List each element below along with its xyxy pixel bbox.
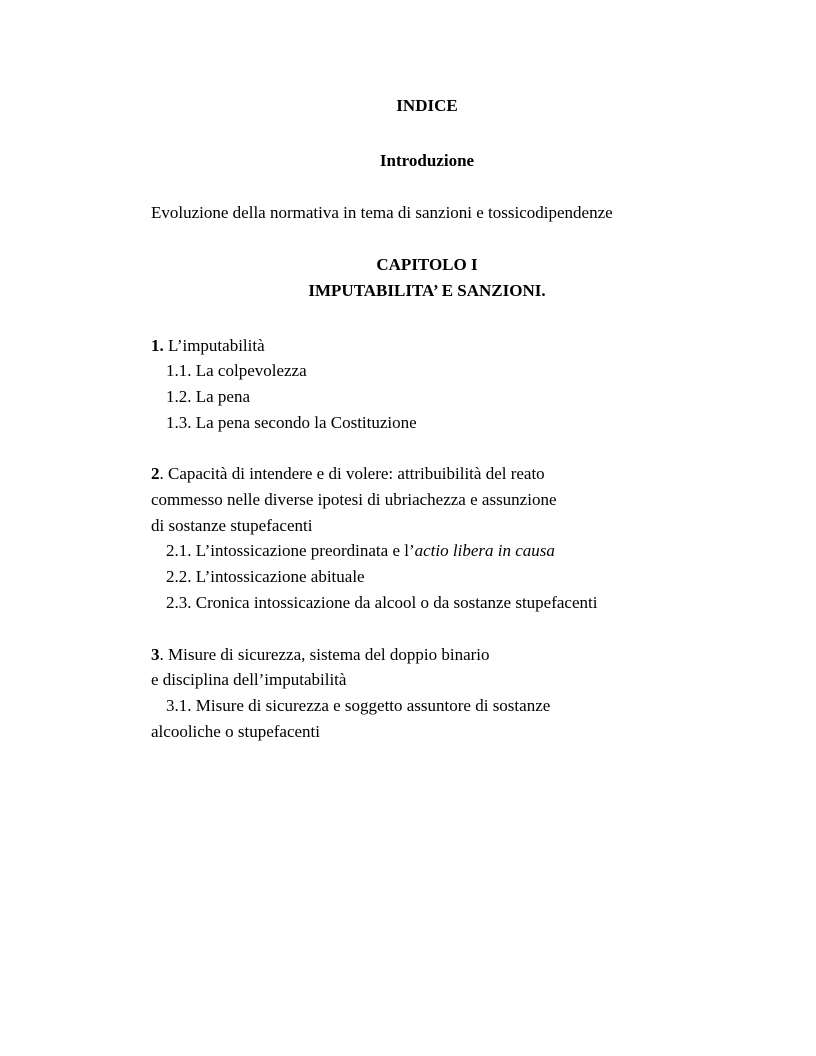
- subsection-1-3: 1.3. La pena secondo la Costituzione: [166, 413, 417, 432]
- subsection-3-1-line-2: alcooliche o stupefacenti: [151, 722, 320, 741]
- page-title: INDICE: [396, 96, 458, 115]
- subsection-text: 2.1. L’intossicazione preordinata e l’: [166, 541, 415, 560]
- subsection-1-1: 1.1. La colpevolezza: [166, 361, 307, 380]
- chapter-label: CAPITOLO I: [376, 255, 478, 274]
- section-title: . Misure di sicurezza, sistema del doppio binario: [159, 645, 490, 664]
- section-2-heading-line-1: [151, 464, 545, 484]
- section-3-heading-line-2: e disciplina dell’imputabilità: [151, 670, 347, 689]
- subsection-1-2: 1.2. La pena: [166, 387, 251, 406]
- section-number: 3: [151, 645, 160, 664]
- section-2-heading-line-3: di sostanze stupefacenti: [151, 516, 313, 535]
- subsection-2-3: 2.3. Cronica intossicazione da alcool o da sostanze stupefacenti: [166, 593, 598, 612]
- intro-text: Evoluzione della normativa in tema di sanzioni e tossicodipendenze: [151, 203, 613, 222]
- section-number: 1.: [151, 336, 164, 355]
- section-number: 2: [151, 464, 160, 483]
- subsection-italic-term: actio libera in causa: [414, 541, 555, 560]
- section-3-heading-line-1: [151, 645, 490, 665]
- section-2-heading-line-2: commesso nelle diverse ipotesi di ubriachezza e assunzione: [151, 490, 557, 509]
- subsection-3-1-line-1: 3.1. Misure di sicurezza e soggetto assuntore di sostanze: [166, 696, 551, 715]
- section-title: . Capacità di intendere e di volere: attribuibilità del reato: [159, 464, 545, 483]
- subsection-2-2: 2.2. L’intossicazione abituale: [166, 567, 365, 586]
- intro-heading: Introduzione: [379, 151, 475, 170]
- chapter-title: IMPUTABILITA’ E SANZIONI.: [308, 281, 546, 300]
- section-1-heading: [151, 336, 265, 356]
- section-title: L’imputabilità: [163, 336, 265, 355]
- subsection-2-1: [166, 541, 555, 561]
